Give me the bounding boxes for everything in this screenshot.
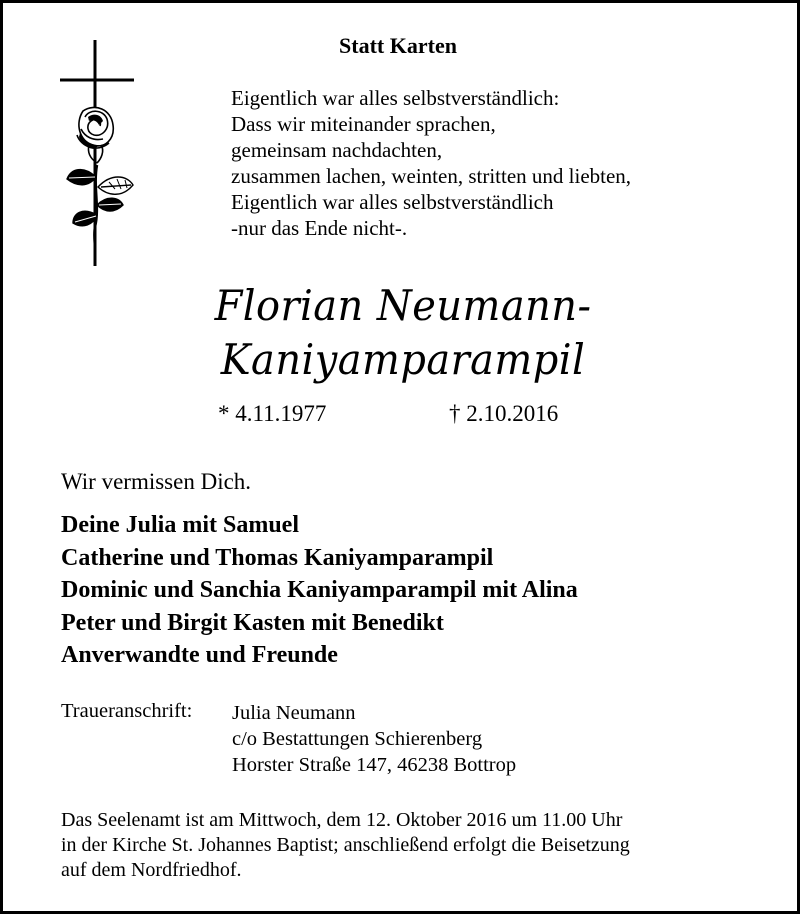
address-line: Julia Neumann [232,702,356,724]
deceased-name-line2: Kaniyamparampil [220,335,586,384]
poem-line: Eigentlich war alles selbstverständlich [231,190,554,214]
family-member: Anverwandte und Freunde [61,642,338,668]
family-member: Deine Julia mit Samuel [61,512,299,538]
address-line: c/o Bestattungen Schierenberg [232,728,483,750]
family-member: Peter und Birgit Kasten mit Benedikt [61,609,444,636]
deceased-name-line1: Florian Neumann- [214,281,592,330]
birth-date: * 4.11.1977 [218,401,327,426]
death-date: † 2.10.2016 [449,401,559,426]
cross-with-rose-icon [53,37,143,272]
poem-line: Eigentlich war alles selbstverständlich: [231,86,560,110]
poem [231,85,631,241]
address-line: Horster Straße 147, 46238 Bottrop [232,754,517,776]
poem-line: zusammen lachen, weinten, stritten und liebten, [231,164,632,188]
address-label: Traueranschrift: [61,700,193,722]
service-line: in der Kirche St. Johannes Baptist; anschließend erfolgt die Beisetzung [61,834,630,856]
service-line: Das Seelenamt ist am Mittwoch, dem 12. Oktober 2016 um 11.00 Uhr [61,809,623,831]
family-member: Dominic und Sanchia Kaniyamparampil mit Alina [61,577,578,603]
poem-line: Dass wir miteinander sprachen, [231,112,496,136]
mourning-address [232,700,516,778]
poem-line: gemeinsam nachdachten, [231,138,443,162]
service-info [61,808,630,883]
family-list [61,509,578,672]
service-line: auf dem Nordfriedhof. [61,859,242,881]
family-member: Catherine und Thomas Kaniyamparampil [61,544,494,571]
condolence-message: Wir vermissen Dich. [61,469,252,494]
header-title: Statt Karten [339,33,457,58]
poem-line: -nur das Ende nicht-. [231,216,408,240]
